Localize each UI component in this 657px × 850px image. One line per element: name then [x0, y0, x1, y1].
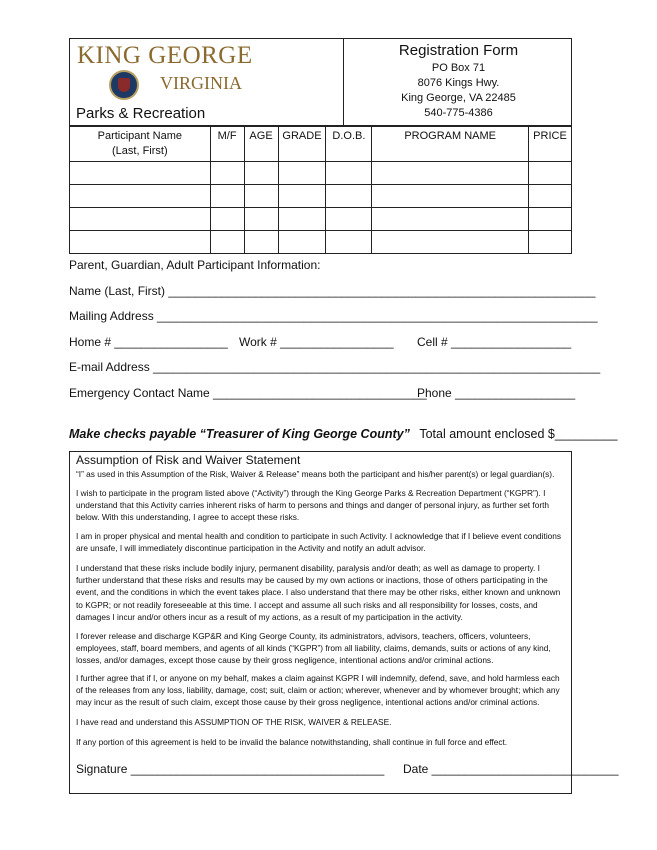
department-name: Parks & Recreation — [76, 105, 206, 122]
waiver-paragraph: I further agree that if I, or anyone on my behalf, makes a claim against KGPR I will indemnify, defend, save, and hold harmless each of the releases from any loss, liability, damage, cost; suit, claim or action; wherever, whenever and by whomever brought; which any may incur as the result of such claim, except those cause by their gross negligence, intentional actions and/or criminal actions. — [76, 673, 560, 708]
table-cell[interactable] — [372, 208, 529, 231]
waiver-title: Assumption of Risk and Waiver Statement — [76, 453, 301, 467]
address-po-box: PO Box 71 — [431, 62, 486, 74]
name-field[interactable]: Name (Last, First) ________________________________________________________________ — [69, 284, 596, 298]
table-row — [70, 162, 572, 185]
column-header: AGE — [244, 127, 278, 162]
column-header: PRICE — [528, 127, 571, 162]
table-cell[interactable] — [210, 162, 244, 185]
table-cell[interactable] — [326, 231, 372, 254]
column-header: PROGRAM NAME — [372, 127, 529, 162]
column-header: D.O.B. — [326, 127, 372, 162]
waiver-paragraph: I understand that these risks include bodily injury, permanent disability, paralysis and/or death; as well as damage to property. I further understand that these risks and results may be caused by my own actions or inactions, those of others participating in the event, and the conditions in which the event takes place. I also understand that there may be other risks, either known and unknown to KGPR; or not readily foreseeable at this time. I accept and assume all such risks and all responsibility for losses, costs, and damages I incur and/or others incur as a result of my actions, as a result of my participation in the activity. — [76, 563, 561, 622]
payment-line — [69, 427, 617, 441]
address-street: 8076 Kings Hwy. — [417, 77, 500, 89]
waiver-box — [69, 451, 619, 794]
county-seal-icon — [109, 70, 139, 100]
table-cell[interactable] — [244, 231, 278, 254]
total-enclosed-field[interactable]: Total amount enclosed $_________ — [419, 427, 618, 441]
table-cell[interactable] — [528, 208, 571, 231]
form-header — [69, 38, 572, 126]
emergency-contact-field[interactable]: Emergency Contact Name ________________________________ — [69, 386, 427, 400]
table-row — [70, 231, 572, 254]
waiver-paragraph: I wish to participate in the program listed above (“Activity”) through the King George Parks & Recreation Department (“KGPR”). I understand that this Activity carries inherent risks of harm to persons and things and danger of personal injury, as further set forth below. With this understanding, I agree to accept these risks. — [76, 488, 550, 523]
info-heading: Parent, Guardian, Adult Participant Information: — [69, 258, 321, 272]
waiver-paragraph: I forever release and discharge KGP&R and King George County, its administrators, advisors, teachers, officers, volunteers, employees, staff, board members, and agents of all kinds (“KGPR”) from all liability, claims, demands, suits or actions of any kind, losses, and/or damages, except those cause by their gross negligence, intentional actions and/or criminal actions. — [76, 631, 551, 666]
table-cell[interactable] — [528, 185, 571, 208]
table-cell[interactable] — [210, 185, 244, 208]
table-row — [70, 208, 572, 231]
work-phone-field[interactable]: Work # _________________ — [239, 335, 394, 349]
logo-virginia: VIRGINIA — [160, 73, 242, 93]
waiver-paragraph: I have read and understand this ASSUMPTION OF THE RISK, WAIVER & RELEASE. — [76, 717, 392, 727]
table-row — [70, 185, 572, 208]
column-header: Participant Name (Last, First) — [70, 127, 211, 162]
table-cell[interactable] — [210, 208, 244, 231]
table-cell[interactable] — [278, 231, 326, 254]
table-cell[interactable] — [244, 162, 278, 185]
address-city: King George, VA 22485 — [401, 92, 516, 104]
table-cell[interactable] — [70, 162, 211, 185]
table-cell[interactable] — [70, 208, 211, 231]
table-body — [70, 162, 572, 254]
form-title: Registration Form — [398, 42, 519, 59]
table-cell[interactable] — [326, 208, 372, 231]
email-field[interactable]: E-mail Address ___________________________________________________________________ — [69, 360, 601, 374]
table-cell[interactable] — [278, 208, 326, 231]
table-cell[interactable] — [372, 185, 529, 208]
mailing-address-field[interactable]: Mailing Address __________________________________________________________________ — [69, 309, 598, 323]
participant-table — [69, 126, 572, 254]
table-cell[interactable] — [326, 162, 372, 185]
waiver-paragraph: I am in proper physical and mental health and condition to participate in such Activity. I acknowledge that if I believe event conditions are unsafe, I will immediately discontinue participation in the Activity and notify an adult advisor. — [76, 531, 562, 554]
cell-phone-field[interactable]: Cell # __________________ — [417, 335, 572, 349]
signature-field[interactable]: Signature ______________________________________ — [76, 762, 385, 776]
waiver-paragraph: If any portion of this agreement is held to be invalid the balance notwithstanding, shall continue in full force and effect. — [76, 737, 508, 747]
table-cell[interactable] — [70, 185, 211, 208]
table-cell[interactable] — [278, 185, 326, 208]
table-cell[interactable] — [528, 162, 571, 185]
column-header: M/F — [210, 127, 244, 162]
table-cell[interactable] — [372, 231, 529, 254]
table-cell[interactable] — [244, 208, 278, 231]
column-header: GRADE — [278, 127, 326, 162]
address-phone: 540-775-4386 — [424, 107, 493, 119]
checks-payable-note: Make checks payable “Treasurer of King George County” — [69, 427, 410, 441]
logo-king-george: KING GEORGE — [77, 42, 253, 69]
table-cell[interactable] — [372, 162, 529, 185]
table-cell[interactable] — [70, 231, 211, 254]
table-header-row — [70, 127, 572, 162]
waiver-paragraph: “I” as used in this Assumption of the Risk, Waiver & Release” means both the participant and his/her parent(s) or legal guardian(s). — [76, 469, 555, 479]
table-cell[interactable] — [528, 231, 571, 254]
table-cell[interactable] — [210, 231, 244, 254]
table-cell[interactable] — [244, 185, 278, 208]
table-cell[interactable] — [278, 162, 326, 185]
date-field[interactable]: Date ____________________________ — [403, 762, 619, 776]
emergency-phone-field[interactable]: Phone __________________ — [417, 386, 576, 400]
home-phone-field[interactable]: Home # _________________ — [69, 335, 228, 349]
table-cell[interactable] — [326, 185, 372, 208]
